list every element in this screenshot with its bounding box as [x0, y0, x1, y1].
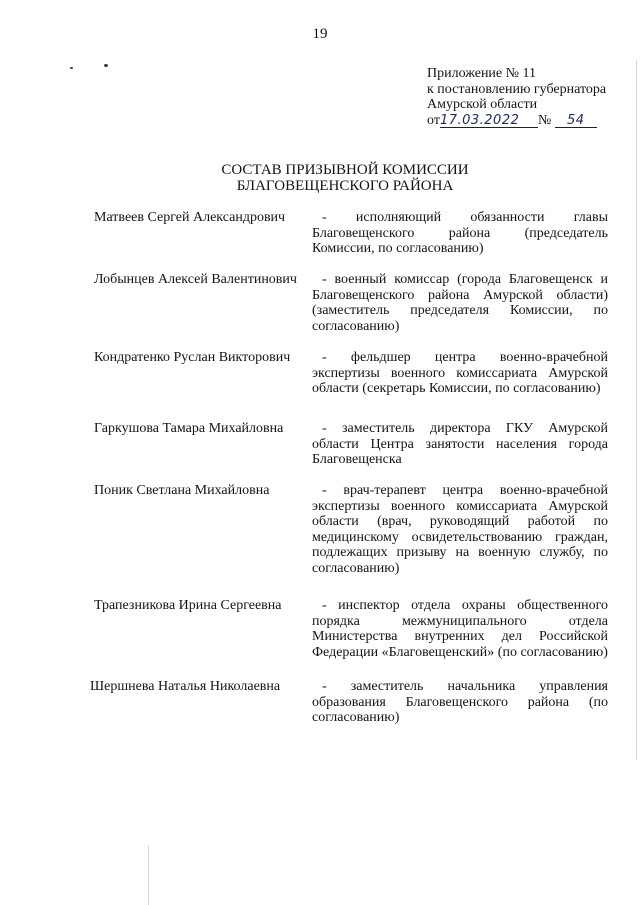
title-line-1: СОСТАВ ПРИЗЫВНОЙ КОМИССИИ [221, 162, 469, 178]
member-name: Поник Светлана Михайловна [94, 483, 270, 498]
scan-artifact [148, 845, 149, 905]
member-name: Шершнева Наталья Николаевна [90, 679, 281, 694]
handwritten-number: 54 [567, 112, 585, 128]
member-name: Трапезникова Ирина Сергеевна [94, 598, 282, 613]
member-name: Кондратенко Руслан Викторович [94, 350, 291, 365]
document-title [200, 162, 490, 194]
member-role: - врач-терапевт центра военно-врачебной экспертизы военного комиссариата Амурской области (врач, руководящий работой по медицинскому освидетельствованию граждан, подлежащих призыву на военную службу, по согласованию) [312, 483, 608, 576]
member-name: Гаркушова Тамара Михайловна [94, 421, 284, 436]
appendix-resolution: к постановлению губернатора [427, 81, 607, 97]
member-role: - исполняющий обязанности главы Благовещенского района (председатель Комиссии, по согласованию) [312, 210, 608, 256]
member-name: Матвеев Сергей Александрович [94, 210, 286, 225]
scan-artifact [636, 60, 637, 760]
date-prefix: от [427, 112, 440, 128]
appendix-date-line [427, 113, 627, 129]
page-number: 19 [312, 26, 328, 42]
member-role: - фельдшер центра военно-врачебной экспертизы военного комиссариата Амурской области (секретарь Комиссии, по согласованию) [312, 350, 608, 396]
scan-speck [70, 67, 73, 69]
member-role: - инспектор отдела охраны общественного порядка межмуниципального отдела Министерства внутренних дел Российской Федерации «Благовещенский» (по согласованию) [312, 598, 608, 660]
member-role: - заместитель директора ГКУ Амурской области Центра занятости населения города Благовещенска [312, 421, 608, 467]
scan-speck [104, 64, 108, 67]
member-role: - заместитель начальника управления образования Благовещенского района (по согласованию) [312, 679, 608, 725]
member-name: Лобынцев Алексей Валентинович [94, 272, 297, 287]
appendix-region: Амурской области [427, 97, 538, 112]
member-role: - военный комиссар (города Благовещенск и Благовещенского района Амурской области) (заместитель председателя Комиссии, по согласованию) [312, 272, 608, 334]
title-line-2: БЛАГОВЕЩЕНСКОГО РАЙОНА [236, 178, 454, 194]
handwritten-date: 17.03.2022 [439, 112, 520, 128]
number-label: № [537, 112, 552, 128]
appendix-header [427, 66, 627, 128]
appendix-number: Приложение № 11 [427, 66, 536, 81]
